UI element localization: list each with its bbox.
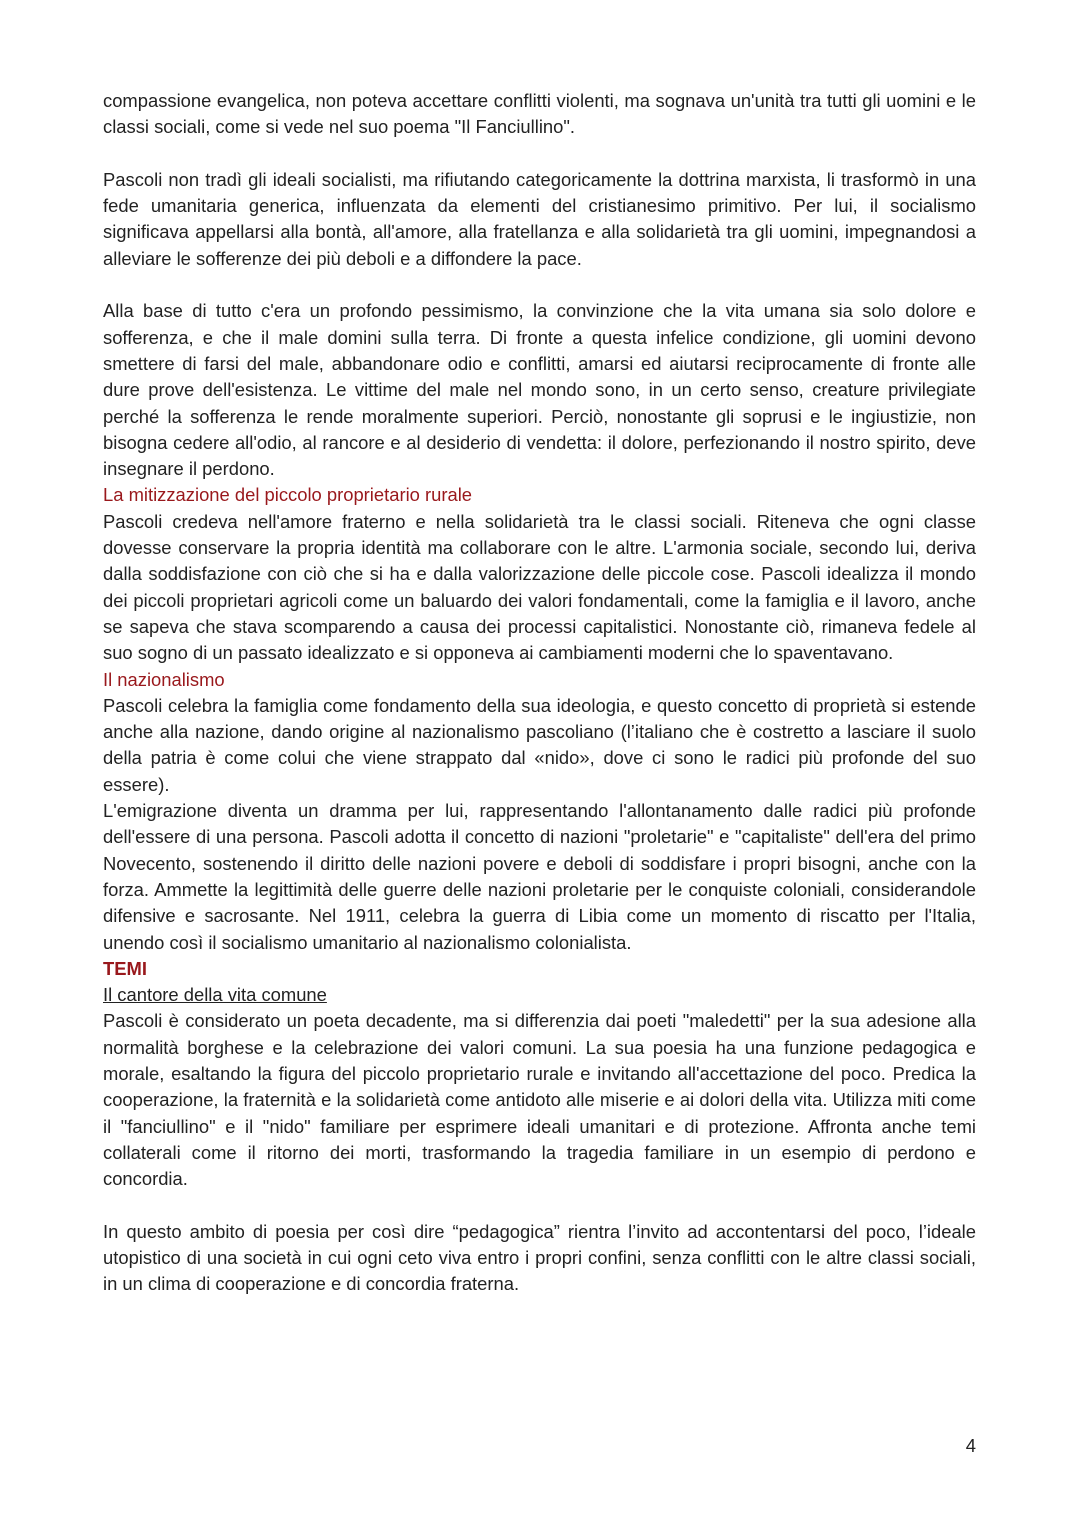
temi-subheading: Il cantore della vita comune [103, 984, 327, 1006]
nazionalismo-paragraph-2: L'emigrazione diventa un dramma per lui, rappresentando l'allontanamento dalle radici più profonde dell'essere di una persona. Pascoli adotta il concetto di nazioni "proletarie" e "capitaliste" dell'era del primo Novecento, sostenendo il diritto delle nazioni povere e deboli di soddisfare i propri bisogni, anche con la forza. Ammette la legittimità delle guerre delle nazioni proletarie per le conquiste coloniali, considerandole difensive e sacrosante. Nel 1911, celebra la guerra di Libia come un momento di riscatto per l'Italia, unendo così il socialismo umanitario al nazionalismo colonialista. [103, 800, 976, 953]
page-number: 4 [965, 1435, 976, 1456]
intro-paragraph-2: Pascoli non tradì gli ideali socialisti, ma rifiutando categoricamente la dottrina marxista, li trasformò in una fede umanitaria generica, influenzata da elementi del cristianesimo primitivo. Per lui, il socialismo significava appellarsi alla bontà, all'amore, alla fratellanza e alla solidarietà tra gli uomini, impegnandosi a alleviare le sofferenze dei più deboli e a diffondere la pace. [103, 168, 976, 269]
intro-paragraph-1: compassione evangelica, non poteva accettare conflitti violenti, ma sognava un'unità tra tutti gli uomini e le classi sociali, come si vede nel suo poema "Il Fanciullino". [103, 90, 976, 138]
nazionalismo-paragraph-1: Pascoli celebra la famiglia come fondamento della sua ideologia, e questo concetto di proprietà si estende anche alla nazione, dando origine al nazionalismo pascoliano (l’italiano che è costretto a lasciare il suolo della patria è come colui che viene strappato dal «nido», dove ci sono le radici più profonde del suo essere). [103, 694, 976, 795]
document-page [103, 88, 976, 1298]
temi-paragraph-1: Pascoli è considerato un poeta decadente, ma si differenzia dai poeti "maledetti" per la sua adesione alla normalità borghese e la celebrazione dei valori comuni. La sua poesia ha una funzione pedagogica e morale, esaltando la figura del piccolo proprietario rurale e invitando all'accettazione del poco. Predica la cooperazione, la fraternità e la solidarietà come antidoto alle miserie e ai dolori della vita. Utilizza miti come il "fanciullino" e il "nido" familiare per esprimere ideali umanitari e di protezione. Affronta anche temi collaterali come il ritorno dei morti, trasformando la tragedia familiare in un esempio di perdono e concordia. [103, 1010, 976, 1190]
mitizzazione-heading: La mitizzazione del piccolo proprietario rurale [103, 484, 473, 506]
intro-paragraph-3: Alla base di tutto c'era un profondo pessimismo, la convinzione che la vita umana sia solo dolore e sofferenza, e che il male domini sulla terra. Di fronte a questa infelice condizione, gli uomini devono smettere di farsi del male, abbandonare odio e conflitti, amarsi ed aiutarsi reciprocamente di fronte alle dure prove dell'esistenza. Le vittime del male nel mondo sono, in un certo senso, creature privilegiate perché la sofferenza le rende moralmente superiori. Perciò, nonostante gli soprusi e le ingiustizie, non bisogna cedere all'odio, al rancore e al desiderio di vendetta: il dolore, perfezionando il nostro spirito, deve insegnare il perdono. [103, 300, 976, 480]
temi-paragraph-2: In questo ambito di poesia per così dire “pedagogica” rientra l’invito ad accontentarsi del poco, l’ideale utopistico di una società in cui ogni ceto viva entro i propri confini, senza conflitti con le altre classi sociali, in un clima di cooperazione e di concordia fraterna. [103, 1220, 976, 1295]
temi-section-title: TEMI [103, 957, 147, 979]
nazionalismo-heading: Il nazionalismo [103, 668, 225, 690]
mitizzazione-paragraph: Pascoli credeva nell'amore fraterno e nella solidarietà tra le classi sociali. Riteneva che ogni classe dovesse conservare la propria identità ma collaborare con le altre. L'armonia sociale, secondo lui, deriva dalla soddisfazione con ciò che si ha e dalla valorizzazione delle piccole cose. Pascoli idealizza il mondo dei piccoli proprietari agricoli come un baluardo dei valori fondamentali, come la famiglia e il lavoro, anche se sapeva che stava scomparendo a causa dei processi capitalistici. Nonostante ciò, rimaneva fedele al suo sogno di un passato idealizzato e si opponeva ai cambiamenti moderni che lo spaventavano. [103, 510, 976, 664]
